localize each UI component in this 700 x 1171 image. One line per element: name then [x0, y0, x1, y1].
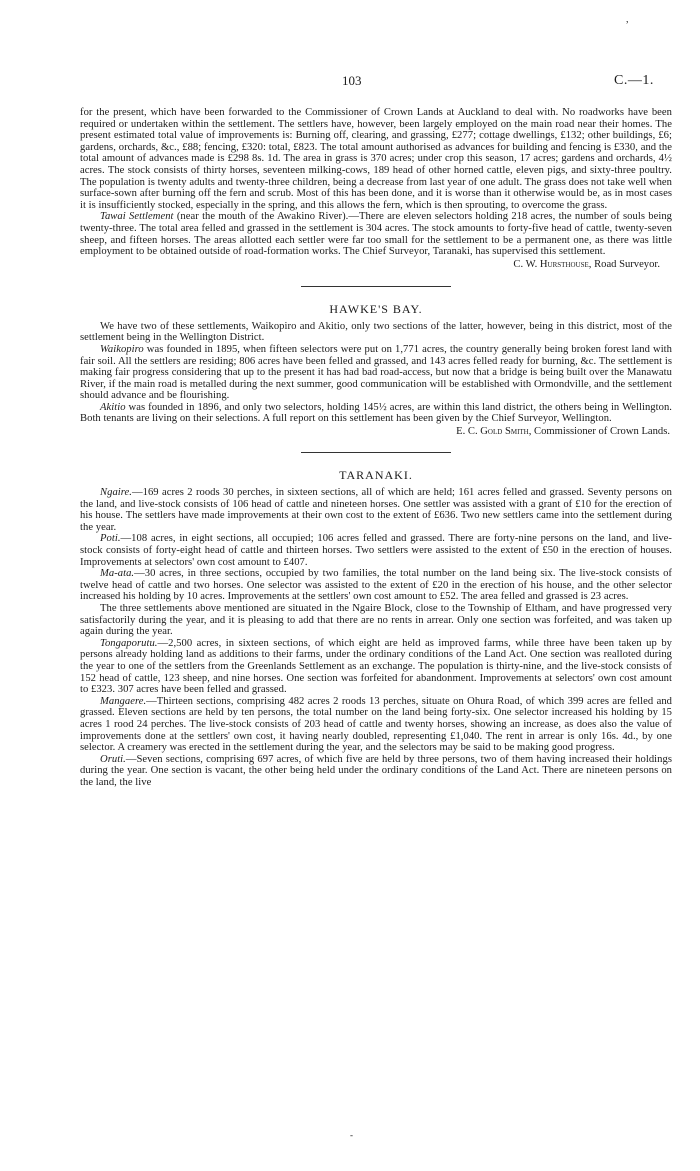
document-reference: C.—1.: [614, 73, 654, 88]
maata-paragraph: [80, 568, 672, 603]
oruti-paragraph: [80, 754, 672, 789]
waikopiro-name: Waikopiro: [100, 343, 144, 355]
oruti-name: Oruti.: [100, 753, 126, 765]
hawkes-bay-intro: We have two of these settlements, Waikopiro and Akitio, only two sections of the latter, however, being in this district, most of the settlement being in the Wellington District.: [80, 320, 672, 344]
poti-text: —108 acres, in eight sections, all occupied; 106 acres felled and grassed. There are forty-nine persons on the land, and live-stock consists of forty-eight head of cattle and thirteen horses. Two settlers were assisted to the extent of £50 in the erection of houses. Improvements at selectors' own cost amount to £407.: [80, 533, 672, 568]
page-number: 103: [342, 73, 362, 88]
signature-name: C. W. Hursthouse: [513, 258, 589, 270]
signature-name: E. C. Gold Smith: [456, 426, 529, 438]
waikopiro-text: was founded in 1895, when fifteen selectors were put on 1,771 acres, the country generally being broken forest land with fair soil. All the settlers are residing; 806 acres have been felled and grassed, and 143 acres felled ready for burning, &c. The settlement is making fair progress considering that up to the present it has had bad road-access, but now that a bridge is being built over the Manawatu River, if the main road is metalled during the next summer, good communication will be established with Ormondville, and the settlement should advance and be flourishing.: [80, 343, 672, 402]
signature-gold-smith: [80, 426, 672, 438]
waikopiro-paragraph: [80, 344, 672, 402]
corner-mark: ,: [626, 14, 629, 25]
tawai-paragraph: [80, 211, 672, 257]
section-divider: [301, 286, 451, 287]
intro-paragraph: for the present, which have been forwarded to the Commissioner of Crown Lands at Auckland to deal with. No roadworks have been required or undertaken within the settlement. The settlers have, however, been largely employed on the main road near their homes. The present estimated total value of improvements is: Burning off, clearing, and grassing, £277; cottage dwellings, £132; other buildings, £6; gardens, orchards, &c., £88; fencing, £320: total, £823. The total amount authorised as advances for building and fencing is £330, and the total amount of advances made is £298 8s. 1d. The area in grass is 370 acres; under crop this season, 17 acres; gardens and orchards, 4½ acres. The stock consists of thirty horses, seventeen milking-cows, 189 head of other horned cattle, eleven pigs, and sixty-three poultry. The population is twenty adults and twenty-three children, being a decrease from last year of one adult. The grass does not take well when surface-sown after burning off the fern and scrub. Most of this has been done, and it is worse than it otherwise would be, as in most cases it is insufficiently stocked, especially in the spring, and this allows the fern, which is then sprouting, to overcome the grass.: [80, 107, 672, 211]
akitio-name: Akitio: [100, 401, 126, 413]
poti-paragraph: [80, 533, 672, 568]
tawai-text: (near the mouth of the Awakino River).—There are eleven selectors holding 218 acres, the number of souls being twenty-three. The total area felled and grassed in the settlement is 304 acres. The stock amounts to forty-five head of cattle, twenty-seven sheep, and fifteen horses. The areas allotted each settler were far too small for the settlement to be a permanent one, as there was little employment to be obtained outside of road-formation works. The Chief Surveyor, Taranaki, has supervised this settlement.: [80, 211, 673, 258]
tongaporutu-text: —2,500 acres, in sixteen sections, of which eight are held as improved farms, while three have been taken up by persons already holding land as additions to their farms, under the ordinary conditions of the Land Act. One section was realloted during the year to one of the settlers from the Greenlands Settlement as an exchange. The population is thirty-nine, and the live-stock consists of 152 head of cattle, 123 sheep, and nine horses. One section was forfeited for abandonment. Improvements at selectors' own cost amount to £323. 307 acres have been felled and grassed.: [80, 637, 672, 696]
mangaere-paragraph: [80, 696, 672, 754]
signature-title: , Commissioner of Crown Lands.: [528, 426, 670, 438]
oruti-text: —Seven sections, comprising 697 acres, of which five are held by three persons, two of them having increased their holdings during the year. One section is vacant, the other being held under the ordinary conditions of the Land Act. There are nineteen persons on the land, the live: [80, 753, 672, 788]
akitio-paragraph: [80, 402, 672, 425]
ngaire-block-paragraph: The three settlements above mentioned are situated in the Ngaire Block, close to the Township of Eltham, and have progressed very satisfactorily during the year, and it is pleasing to add that there are no rents in arrear. Only one section was forfeited, and was taken up again during the year.: [80, 603, 672, 638]
page-header: [0, 73, 700, 89]
taranaki-heading: TARANAKI.: [339, 468, 413, 483]
ngaire-text: —169 acres 2 roods 30 perches, in sixteen sections, all of which are held; 161 acres felled and grassed. Seventy persons on the land, and live-stock consists of 106 head of cattle and nineteen horses. One settler was assisted with a grant of £10 for the erection of his house. The settlers have made improvements at their own cost to the extent of £636. Two new settlers came into the settlement during the year.: [80, 487, 672, 533]
mangaere-text: —Thirteen sections, comprising 482 acres 2 roods 13 perches, situate on Ohura Road, of which 399 acres are felled and grassed. Eleven sections are held by ten persons, the total number on the land being forty-six. One selector increased his holding by 15 acres 1 rood 24 perches. The live-stock consists of 203 head of cattle and twenty horses, showing an increase, as does also the value of improvements done at the settlers' own cost, it having nearly doubled, representing £1,040. The rent in arrear is only 16s. 4d., by one selector. A creamery was erected in the settlement during the year, and the selectors may be said to be making good progress.: [80, 695, 672, 754]
tongaporutu-paragraph: [80, 638, 672, 696]
poti-name: Poti.: [100, 533, 121, 545]
section-divider: [301, 452, 451, 453]
signature-hursthouse: [80, 259, 672, 271]
tongaporutu-name: Tongaporutu.: [100, 637, 158, 649]
signature-title: , Road Surveyor.: [588, 258, 660, 270]
ngaire-name: Ngaire.: [100, 487, 132, 499]
tawai-settlement-name: Tawai Settlement: [100, 211, 174, 223]
mangaere-name: Mangaere.: [100, 695, 147, 707]
maata-name: Ma-ata.: [100, 568, 135, 580]
hawkes-bay-heading: HAWKE'S BAY.: [329, 301, 423, 316]
maata-text: —30 acres, in three sections, occupied by two families, the total number on the land being six. The live-stock consists of twelve head of cattle and two horses. One selector was assisted to the extent of £20 in the erection of his house, and the other selector increased his holding by 10 acres. Improvements at the settlers' own cost amount to £52. The area felled and grassed is 23 acres.: [80, 568, 672, 603]
page-body: [80, 107, 672, 789]
ngaire-paragraph: [80, 487, 672, 533]
footer-mark: -: [350, 1130, 353, 1140]
akitio-text: was founded in 1896, and only two selectors, holding 145½ acres, are within this land district, the others being in Wellington. Both tenants are living on their selections. A full report on this settlement has been given by the Chief Surveyor, Wellington.: [80, 401, 672, 425]
